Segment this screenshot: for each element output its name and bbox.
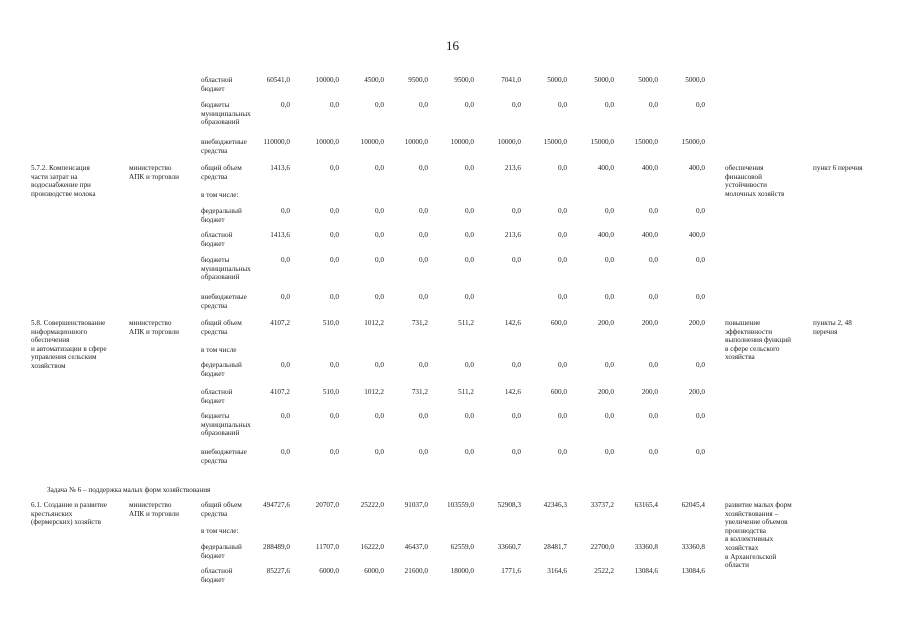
amount-cell: 0,0 (330, 207, 339, 215)
amount-cell: 5000,0 (685, 76, 705, 84)
item-name: 5.8. Совершенствование информационного обеспечения и автоматизации в сфере управления сельским хозяйством (31, 319, 107, 370)
amount-cell: 0,0 (419, 207, 428, 215)
amount-cell: 494727,6 (263, 501, 290, 509)
amount-cell: 0,0 (605, 101, 614, 109)
amount-cell: 731,2 (411, 388, 428, 396)
amount-cell: 91037,0 (404, 501, 428, 509)
amount-cell: 42346,3 (543, 501, 567, 509)
amount-cell: 0,0 (696, 256, 705, 264)
amount-cell: 0,0 (605, 256, 614, 264)
amount-cell: 0,0 (465, 448, 474, 456)
amount-cell: 0,0 (281, 207, 290, 215)
amount-cell: 0,0 (465, 231, 474, 239)
amount-cell: 0,0 (375, 293, 384, 301)
amount-cell: 63165,4 (634, 501, 658, 509)
amount-cell: 5000,0 (638, 76, 658, 84)
amount-cell: 511,2 (458, 388, 474, 396)
amount-cell: 0,0 (605, 412, 614, 420)
funding-source: бюджеты муниципальных образований (201, 412, 251, 438)
amount-cell: 0,0 (512, 412, 521, 420)
amount-cell: 400,0 (688, 164, 705, 172)
amount-cell: 0,0 (330, 256, 339, 264)
amount-cell: 0,0 (419, 448, 428, 456)
amount-cell: 22700,0 (590, 543, 614, 551)
amount-cell: 0,0 (512, 256, 521, 264)
amount-cell: 10000,0 (450, 138, 474, 146)
task-heading: Задача № 6 – поддержка малых форм хозяйствования (47, 486, 211, 494)
amount-cell: 0,0 (512, 101, 521, 109)
funding-source: внебюджетные средства (201, 448, 247, 465)
amount-cell: 0,0 (649, 293, 658, 301)
amount-cell: 0,0 (558, 164, 567, 172)
amount-cell: 62045,4 (681, 501, 705, 509)
amount-cell: 4107,2 (270, 319, 290, 327)
amount-cell: 0,0 (512, 448, 521, 456)
amount-cell: 511,2 (458, 319, 474, 327)
amount-cell: 110000,0 (263, 138, 290, 146)
amount-cell: 0,0 (419, 361, 428, 369)
funding-source: в том числе: (201, 191, 239, 199)
amount-cell: 400,0 (597, 164, 614, 172)
item-name: 5.7.2. Компенсация части затрат на водоснабжение при производстве молока (31, 164, 96, 198)
amount-cell: 400,0 (597, 231, 614, 239)
amount-cell: 60541,0 (266, 76, 290, 84)
expected-result: повышение эффективности выполнения функций в сфере сельского хозяйства (725, 319, 791, 362)
amount-cell: 28481,7 (543, 543, 567, 551)
amount-cell: 0,0 (465, 361, 474, 369)
amount-cell: 33737,2 (590, 501, 614, 509)
amount-cell: 20707,0 (315, 501, 339, 509)
amount-cell: 0,0 (465, 256, 474, 264)
amount-cell: 103559,0 (447, 501, 474, 509)
amount-cell: 0,0 (558, 361, 567, 369)
amount-cell: 9500,0 (408, 76, 428, 84)
amount-cell: 200,0 (641, 388, 658, 396)
funding-source: областной бюджет (201, 76, 233, 93)
amount-cell: 15000,0 (681, 138, 705, 146)
amount-cell: 213,6 (504, 231, 521, 239)
amount-cell: 0,0 (605, 361, 614, 369)
amount-cell: 0,0 (558, 101, 567, 109)
amount-cell: 1771,6 (501, 567, 521, 575)
amount-cell: 0,0 (558, 293, 567, 301)
funding-source: областной бюджет (201, 567, 233, 584)
funding-source: в том числе (201, 346, 237, 354)
amount-cell: 85227,6 (266, 567, 290, 575)
expected-result: обеспечения финансовой устойчивости молочных хозяйств (725, 164, 785, 198)
amount-cell: 0,0 (330, 412, 339, 420)
amount-cell: 0,0 (696, 207, 705, 215)
amount-cell: 33660,7 (497, 543, 521, 551)
amount-cell: 52908,3 (497, 501, 521, 509)
amount-cell: 0,0 (696, 412, 705, 420)
amount-cell: 0,0 (558, 207, 567, 215)
amount-cell: 0,0 (330, 448, 339, 456)
amount-cell: 3164,6 (547, 567, 567, 575)
amount-cell: 0,0 (605, 293, 614, 301)
amount-cell: 400,0 (641, 164, 658, 172)
amount-cell: 0,0 (330, 231, 339, 239)
amount-cell: 0,0 (419, 412, 428, 420)
amount-cell: 0,0 (375, 207, 384, 215)
amount-cell: 0,0 (375, 101, 384, 109)
amount-cell: 0,0 (281, 361, 290, 369)
amount-cell: 0,0 (375, 256, 384, 264)
amount-cell: 15000,0 (543, 138, 567, 146)
funding-source: общий объем средства (201, 319, 242, 336)
amount-cell: 0,0 (649, 101, 658, 109)
amount-cell: 1413,6 (270, 231, 290, 239)
funding-source: областной бюджет (201, 231, 233, 248)
amount-cell: 0,0 (281, 293, 290, 301)
amount-cell: 0,0 (558, 231, 567, 239)
amount-cell: 0,0 (375, 231, 384, 239)
amount-cell: 15000,0 (590, 138, 614, 146)
amount-cell: 18000,0 (450, 567, 474, 575)
amount-cell: 400,0 (688, 231, 705, 239)
amount-cell: 0,0 (696, 101, 705, 109)
amount-cell: 10000,0 (360, 138, 384, 146)
amount-cell: 0,0 (558, 412, 567, 420)
amount-cell: 0,0 (465, 293, 474, 301)
amount-cell: 510,0 (322, 319, 339, 327)
funding-source: федеральный бюджет (201, 543, 242, 560)
amount-cell: 0,0 (281, 101, 290, 109)
funding-source: бюджеты муниципальных образований (201, 256, 251, 282)
amount-cell: 6000,0 (319, 567, 339, 575)
amount-cell: 510,0 (322, 388, 339, 396)
page-number: 16 (446, 38, 459, 53)
item-name: 6.1. Создание и развитие крестьянских (фермерских) хозяйств (31, 501, 107, 527)
amount-cell: 33360,8 (681, 543, 705, 551)
amount-cell: 0,0 (330, 101, 339, 109)
amount-cell: 200,0 (597, 319, 614, 327)
amount-cell: 16222,0 (360, 543, 384, 551)
amount-cell: 0,0 (330, 361, 339, 369)
amount-cell: 0,0 (375, 412, 384, 420)
amount-cell: 0,0 (649, 448, 658, 456)
funding-source: в том числе: (201, 527, 239, 535)
amount-cell: 4500,0 (364, 76, 384, 84)
amount-cell: 13084,6 (681, 567, 705, 575)
amount-cell: 1413,6 (270, 164, 290, 172)
amount-cell: 0,0 (419, 256, 428, 264)
amount-cell: 21600,0 (404, 567, 428, 575)
funding-source: внебюджетные средства (201, 293, 247, 310)
funding-source: внебюджетные средства (201, 138, 247, 155)
amount-cell: 10000,0 (315, 76, 339, 84)
amount-cell: 0,0 (375, 164, 384, 172)
amount-cell: 5000,0 (594, 76, 614, 84)
amount-cell: 15000,0 (634, 138, 658, 146)
amount-cell: 10000,0 (497, 138, 521, 146)
funding-source: общий объем средства (201, 501, 242, 518)
amount-cell: 7041,0 (501, 76, 521, 84)
funding-source: областной бюджет (201, 388, 233, 405)
amount-cell: 142,6 (504, 319, 521, 327)
amount-cell: 0,0 (649, 361, 658, 369)
amount-cell: 33360,8 (634, 543, 658, 551)
amount-cell: 731,2 (411, 319, 428, 327)
amount-cell: 0,0 (558, 256, 567, 264)
amount-cell: 0,0 (696, 293, 705, 301)
amount-cell: 0,0 (330, 164, 339, 172)
amount-cell: 10000,0 (315, 138, 339, 146)
funding-source: бюджеты муниципальных образований (201, 101, 251, 127)
amount-cell: 10000,0 (404, 138, 428, 146)
amount-cell: 1012,2 (364, 319, 384, 327)
amount-cell: 0,0 (375, 361, 384, 369)
executor: министерство АПК и торговли (129, 164, 179, 181)
amount-cell: 142,6 (504, 388, 521, 396)
amount-cell: 0,0 (696, 448, 705, 456)
amount-cell: 9500,0 (454, 76, 474, 84)
amount-cell: 46437,0 (404, 543, 428, 551)
amount-cell: 0,0 (465, 412, 474, 420)
amount-cell: 0,0 (605, 448, 614, 456)
amount-cell: 0,0 (696, 361, 705, 369)
amount-cell: 0,0 (649, 207, 658, 215)
amount-cell: 200,0 (641, 319, 658, 327)
amount-cell: 0,0 (281, 448, 290, 456)
funding-source: федеральный бюджет (201, 207, 242, 224)
amount-cell: 400,0 (641, 231, 658, 239)
reference-note: пункты 2, 48 перечня (813, 319, 852, 336)
amount-cell: 4107,2 (270, 388, 290, 396)
amount-cell: 0,0 (419, 164, 428, 172)
amount-cell: 213,6 (504, 164, 521, 172)
amount-cell: 200,0 (688, 319, 705, 327)
amount-cell: 5000,0 (547, 76, 567, 84)
funding-source: общий объем средства (201, 164, 242, 181)
amount-cell: 0,0 (281, 256, 290, 264)
amount-cell: 0,0 (465, 207, 474, 215)
reference-note: пункт 6 перечня (813, 164, 863, 172)
amount-cell: 1012,2 (364, 388, 384, 396)
amount-cell: 0,0 (558, 448, 567, 456)
amount-cell: 0,0 (419, 101, 428, 109)
amount-cell: 0,0 (419, 231, 428, 239)
amount-cell: 25222,0 (360, 501, 384, 509)
amount-cell: 600,0 (550, 319, 567, 327)
amount-cell: 6000,0 (364, 567, 384, 575)
amount-cell: 11707,0 (315, 543, 339, 551)
amount-cell: 2522,2 (594, 567, 614, 575)
amount-cell: 0,0 (465, 164, 474, 172)
amount-cell: 0,0 (512, 207, 521, 215)
executor: министерство АПК и торговли (129, 501, 179, 518)
expected-result: развитие малых форм хозяйствования – увеличение объемов производства в коллективных хозяйствах в Архангельской области (725, 501, 792, 570)
amount-cell: 0,0 (649, 412, 658, 420)
amount-cell: 0,0 (375, 448, 384, 456)
amount-cell: 0,0 (465, 101, 474, 109)
amount-cell: 0,0 (605, 207, 614, 215)
amount-cell: 200,0 (597, 388, 614, 396)
amount-cell: 0,0 (649, 256, 658, 264)
executor: министерство АПК и торговли (129, 319, 179, 336)
amount-cell: 288489,0 (263, 543, 290, 551)
amount-cell: 600,0 (550, 388, 567, 396)
amount-cell: 0,0 (281, 412, 290, 420)
amount-cell: 0,0 (512, 361, 521, 369)
amount-cell: 200,0 (688, 388, 705, 396)
amount-cell: 0,0 (419, 293, 428, 301)
amount-cell: 13084,6 (634, 567, 658, 575)
amount-cell: 0,0 (330, 293, 339, 301)
funding-source: федеральный бюджет (201, 361, 242, 378)
amount-cell: 62559,0 (450, 543, 474, 551)
